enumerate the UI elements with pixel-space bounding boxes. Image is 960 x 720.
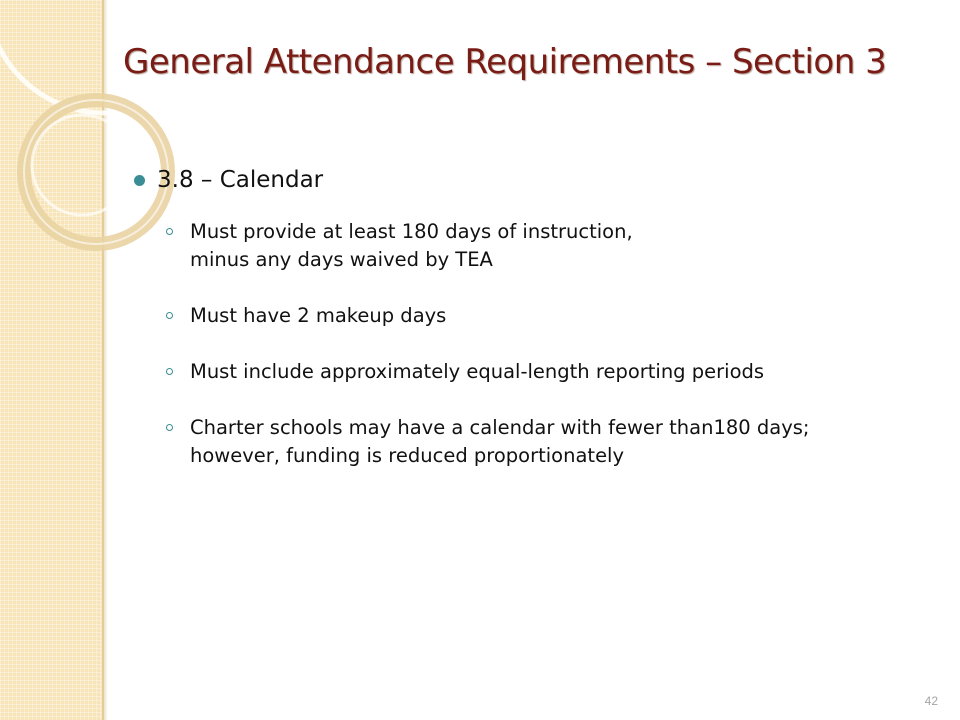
list-item-line: Must have 2 makeup days (190, 304, 447, 327)
list-item (166, 302, 934, 330)
main-bullet (134, 160, 934, 200)
list-item-line: Charter schools may have a calendar with fewer than180 days; (190, 416, 810, 439)
section-heading: 3.8 – Calendar (157, 167, 324, 193)
list-item-line: Must provide at least 180 days of instruction, (190, 220, 633, 243)
bullet-dot-icon (134, 175, 145, 186)
list-item-line: Must include approximately equal-length reporting periods (190, 360, 765, 383)
bullet-ring-icon (166, 228, 173, 235)
slide-title: General Attendance Requirements – Section 3 (123, 42, 887, 82)
bullet-ring-icon (166, 312, 173, 319)
page-number: 42 (924, 694, 938, 708)
bullet-ring-icon (166, 368, 173, 375)
list-item (166, 414, 934, 470)
list-item-line: however, funding is reduced proportionately (190, 444, 625, 467)
list-item (166, 358, 934, 386)
list-item (166, 218, 934, 274)
slide-content (134, 160, 934, 498)
bullet-ring-icon (166, 424, 173, 431)
list-item-line: minus any days waived by TEA (190, 248, 493, 271)
sub-bullet-list (134, 218, 934, 470)
